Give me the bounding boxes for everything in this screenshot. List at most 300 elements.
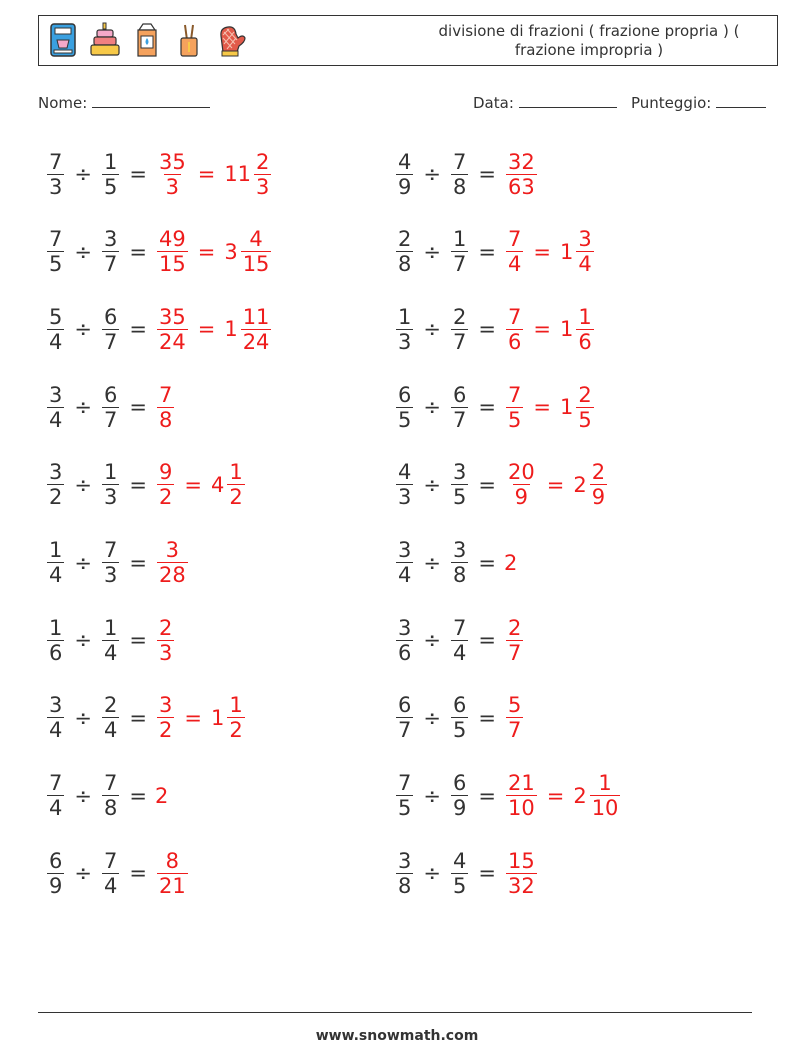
- oven-mitt-icon: [213, 20, 248, 60]
- denominator: 8: [452, 174, 467, 199]
- answer-improper-fraction: [157, 383, 174, 432]
- divide-sign: ÷: [423, 628, 441, 653]
- answer-mixed-whole: 1: [210, 705, 225, 730]
- equals-sign: =: [129, 783, 147, 808]
- numerator: 2: [452, 304, 467, 329]
- answer-improper-fraction: [157, 693, 174, 742]
- dividend-fraction: [396, 693, 413, 742]
- denominator: 4: [578, 252, 592, 277]
- division-problem: [45, 840, 190, 906]
- denominator: 3: [103, 563, 118, 587]
- numerator: 9: [158, 460, 173, 485]
- division-problem: [394, 840, 539, 906]
- divisor-fraction: [451, 849, 468, 898]
- denominator: 4: [49, 718, 63, 743]
- answer-improper-fraction: [506, 305, 523, 354]
- divide-sign: ÷: [74, 472, 92, 497]
- dividend-fraction: [396, 460, 413, 509]
- numerator: 7: [103, 538, 118, 562]
- division-problem: [394, 530, 517, 596]
- numerator: 2: [578, 382, 592, 407]
- divide-sign: ÷: [423, 395, 441, 420]
- numerator: 7: [49, 149, 63, 174]
- divisor-fraction: [451, 383, 468, 432]
- denominator: 3: [256, 174, 270, 199]
- answer-mixed-fraction: [227, 460, 244, 509]
- denominator: 4: [49, 329, 63, 354]
- numerator: 3: [49, 460, 63, 485]
- denominator: 3: [49, 174, 63, 199]
- division-problem: [45, 141, 273, 207]
- equals-sign: =: [478, 783, 496, 808]
- denominator: 6: [398, 640, 412, 665]
- divide-sign: ÷: [423, 317, 441, 342]
- denominator: 4: [103, 873, 118, 898]
- division-problem: [394, 219, 596, 285]
- numerator: 3: [103, 227, 118, 252]
- date-label: Data:: [473, 94, 514, 112]
- denominator: 2: [158, 485, 173, 510]
- answer-mixed-whole: 1: [559, 317, 574, 342]
- denominator: 5: [398, 407, 412, 432]
- numerator: 7: [507, 304, 522, 329]
- numerator: 3: [398, 848, 412, 873]
- answer-improper-fraction: [506, 150, 537, 199]
- answer-equals-sign: =: [533, 239, 551, 264]
- numerator: 4: [452, 848, 467, 873]
- divisor-fraction: [451, 227, 468, 276]
- denominator: 5: [452, 873, 467, 898]
- answer-equals-sign: =: [197, 239, 216, 264]
- utensil-holder-icon: [171, 20, 206, 60]
- kitchen-mixer-icon: [45, 20, 80, 60]
- denominator: 32: [507, 873, 535, 898]
- dividend-fraction: [47, 305, 64, 354]
- dividend-fraction: [396, 849, 413, 898]
- worksheet-title: divisione di frazioni ( frazione propria ) ( frazione impropria ): [438, 22, 740, 59]
- divide-sign: ÷: [423, 550, 441, 575]
- score-field: [631, 93, 766, 112]
- division-problem: [394, 607, 525, 673]
- equals-sign: =: [478, 861, 496, 886]
- denominator: 3: [398, 329, 412, 354]
- numerator: 7: [507, 227, 522, 252]
- divisor-fraction: [451, 460, 468, 509]
- answer-improper-fraction: [157, 305, 188, 354]
- numerator: 2: [398, 227, 412, 252]
- numerator: 3: [49, 382, 63, 407]
- divisor-fraction: [451, 616, 468, 665]
- denominator: 21: [158, 873, 186, 898]
- numerator: 2: [507, 615, 522, 640]
- denominator: 15: [158, 252, 186, 277]
- worksheet-header: [38, 15, 778, 66]
- denominator: 8: [158, 407, 173, 432]
- numerator: 6: [398, 693, 412, 718]
- denominator: 7: [452, 252, 467, 277]
- divide-sign: ÷: [423, 239, 441, 264]
- denominator: 8: [103, 796, 118, 821]
- answer-equals-sign: =: [184, 472, 202, 497]
- equals-sign: =: [478, 317, 496, 342]
- denominator: 9: [398, 174, 412, 199]
- division-problem: [45, 607, 176, 673]
- numerator: 3: [158, 693, 173, 718]
- numerator: 21: [507, 771, 535, 796]
- denominator: 3: [158, 640, 173, 665]
- numerator: 1: [398, 304, 412, 329]
- denominator: 63: [507, 174, 535, 199]
- numerator: 2: [103, 693, 118, 718]
- numerator: 1: [229, 460, 243, 485]
- dividend-fraction: [396, 616, 413, 665]
- denominator: 2: [229, 718, 243, 743]
- denominator: 7: [103, 407, 118, 432]
- answer-improper-fraction: [157, 616, 174, 665]
- equals-sign: =: [129, 317, 147, 342]
- denominator: 5: [452, 485, 467, 510]
- answer-improper-fraction: [157, 460, 174, 509]
- denominator: 3: [398, 485, 412, 510]
- divisor-fraction: [102, 771, 119, 820]
- answer-mixed-whole: 11: [224, 162, 252, 186]
- numerator: 1: [103, 615, 118, 640]
- divide-sign: ÷: [74, 550, 92, 575]
- division-problem: [45, 374, 176, 440]
- denominator: 2: [229, 485, 243, 510]
- numerator: 7: [103, 771, 118, 796]
- divide-sign: ÷: [74, 239, 92, 264]
- answer-whole: 2: [503, 550, 518, 575]
- numerator: 1: [578, 304, 592, 329]
- dividend-fraction: [47, 460, 64, 509]
- denominator: 4: [398, 563, 412, 587]
- denominator: 5: [103, 174, 118, 199]
- answer-improper-fraction: [506, 227, 523, 276]
- divide-sign: ÷: [423, 472, 441, 497]
- name-label: Nome:: [38, 94, 88, 112]
- denominator: 24: [158, 329, 186, 354]
- equals-sign: =: [478, 162, 496, 186]
- divisor-fraction: [102, 693, 119, 742]
- equals-sign: =: [478, 239, 496, 264]
- answer-equals-sign: =: [533, 317, 551, 342]
- numerator: 3: [398, 615, 412, 640]
- numerator: 35: [158, 304, 186, 329]
- answer-mixed-whole: 1: [224, 317, 238, 342]
- denominator: 9: [49, 873, 63, 898]
- numerator: 1: [103, 149, 118, 174]
- denominator: 10: [507, 796, 535, 821]
- divisor-fraction: [451, 771, 468, 820]
- answer-mixed-whole: 3: [224, 239, 238, 264]
- numerator: 4: [398, 460, 412, 485]
- numerator: 6: [452, 382, 467, 407]
- dividend-fraction: [396, 383, 413, 432]
- denominator: 5: [398, 796, 412, 821]
- divide-sign: ÷: [74, 783, 92, 808]
- numerator: 7: [507, 382, 522, 407]
- answer-equals-sign: =: [546, 783, 565, 808]
- denominator: 7: [398, 718, 412, 743]
- answer-mixed-whole: 1: [559, 395, 574, 420]
- equals-sign: =: [129, 628, 147, 653]
- answer-mixed-fraction: [227, 693, 244, 742]
- name-blank: [92, 93, 210, 108]
- denominator: 4: [49, 563, 63, 587]
- denominator: 3: [103, 485, 118, 510]
- division-problem: [45, 685, 247, 751]
- denominator: 2: [49, 485, 63, 510]
- answer-improper-fraction: [157, 227, 188, 276]
- division-problem: [45, 219, 273, 285]
- divide-sign: ÷: [74, 861, 92, 886]
- denominator: 8: [398, 252, 412, 277]
- dividend-fraction: [396, 538, 413, 587]
- denominator: 7: [452, 407, 467, 432]
- denominator: 9: [591, 485, 606, 510]
- numerator: 1: [452, 227, 467, 252]
- division-problem: [45, 763, 168, 829]
- date-blank: [519, 93, 617, 108]
- dividend-fraction: [47, 771, 64, 820]
- denominator: 4: [103, 718, 118, 743]
- answer-whole: 2: [154, 783, 169, 808]
- answer-equals-sign: =: [533, 395, 551, 420]
- answer-mixed-fraction: [254, 150, 271, 199]
- divisor-fraction: [102, 227, 119, 276]
- denominator: 4: [49, 796, 63, 821]
- denominator: 6: [49, 640, 63, 665]
- divide-sign: ÷: [423, 783, 441, 808]
- dividend-fraction: [47, 227, 64, 276]
- answer-improper-fraction: [506, 693, 523, 742]
- denominator: 6: [578, 329, 592, 354]
- numerator: 7: [158, 382, 173, 407]
- numerator: 5: [49, 304, 63, 329]
- numerator: 4: [398, 149, 412, 174]
- numerator: 49: [158, 227, 186, 252]
- answer-improper-fraction: [506, 616, 523, 665]
- divisor-fraction: [102, 150, 119, 199]
- numerator: 6: [398, 382, 412, 407]
- numerator: 15: [507, 848, 535, 873]
- cake-icon: [87, 20, 122, 60]
- denominator: 5: [49, 252, 63, 277]
- numerator: 7: [49, 771, 63, 796]
- answer-improper-fraction: [506, 849, 537, 898]
- divisor-fraction: [451, 150, 468, 199]
- answer-mixed-fraction: [590, 771, 621, 820]
- numerator: 35: [158, 149, 186, 174]
- answer-improper-fraction: [157, 150, 188, 199]
- milk-carton-icon: [129, 20, 164, 60]
- answer-mixed-whole: 1: [559, 239, 574, 264]
- dividend-fraction: [47, 849, 64, 898]
- numerator: 7: [49, 227, 63, 252]
- divide-sign: ÷: [74, 317, 92, 342]
- equals-sign: =: [478, 395, 496, 420]
- numerator: 2: [256, 149, 270, 174]
- numerator: 7: [103, 848, 118, 873]
- equals-sign: =: [129, 239, 147, 264]
- equals-sign: =: [478, 705, 496, 730]
- answer-equals-sign: =: [546, 472, 565, 497]
- divide-sign: ÷: [74, 705, 92, 730]
- numerator: 3: [398, 538, 412, 562]
- numerator: 6: [103, 382, 118, 407]
- denominator: 3: [165, 174, 180, 199]
- division-problem: [45, 452, 247, 518]
- equals-sign: =: [129, 550, 147, 575]
- numerator: 3: [452, 538, 467, 562]
- denominator: 4: [507, 252, 522, 277]
- footer-url: www.snowmath.com: [315, 1028, 479, 1044]
- date-field: [473, 93, 617, 112]
- numerator: 7: [398, 771, 412, 796]
- equals-sign: =: [129, 705, 147, 730]
- answer-equals-sign: =: [197, 162, 216, 186]
- dividend-fraction: [47, 616, 64, 665]
- answer-equals-sign: =: [197, 317, 216, 342]
- answer-equals-sign: =: [184, 705, 202, 730]
- numerator: 8: [165, 848, 180, 873]
- division-problem: [45, 530, 190, 596]
- numerator: 6: [452, 693, 467, 718]
- numerator: 1: [229, 693, 243, 718]
- dividend-fraction: [47, 150, 64, 199]
- divide-sign: ÷: [423, 861, 441, 886]
- divisor-fraction: [102, 538, 119, 587]
- dividend-fraction: [396, 771, 413, 820]
- answer-mixed-whole: 2: [573, 472, 587, 497]
- answer-mixed-fraction: [241, 305, 272, 354]
- division-problem: [45, 296, 273, 362]
- name-field: [38, 93, 210, 112]
- divisor-fraction: [451, 305, 468, 354]
- division-problem: [394, 141, 539, 207]
- equals-sign: =: [478, 550, 496, 575]
- score-blank: [716, 93, 766, 108]
- dividend-fraction: [396, 227, 413, 276]
- denominator: 8: [452, 563, 467, 587]
- answer-improper-fraction: [157, 849, 188, 898]
- divide-sign: ÷: [423, 705, 441, 730]
- numerator: 1: [49, 615, 63, 640]
- answer-mixed-fraction: [576, 227, 593, 276]
- equals-sign: =: [129, 162, 147, 186]
- numerator: 2: [591, 460, 606, 485]
- footer-divider: [38, 1012, 752, 1013]
- numerator: 3: [578, 227, 592, 252]
- denominator: 28: [158, 563, 186, 587]
- divide-sign: ÷: [423, 162, 441, 186]
- equals-sign: =: [478, 628, 496, 653]
- equals-sign: =: [129, 861, 147, 886]
- denominator: 4: [103, 640, 118, 665]
- denominator: 15: [242, 252, 270, 277]
- division-problem: [394, 452, 609, 518]
- dividend-fraction: [396, 150, 413, 199]
- dividend-fraction: [47, 693, 64, 742]
- numerator: 20: [507, 460, 535, 485]
- equals-sign: =: [129, 395, 147, 420]
- denominator: 8: [398, 873, 412, 898]
- dividend-fraction: [396, 305, 413, 354]
- numerator: 5: [507, 693, 522, 718]
- divide-sign: ÷: [74, 628, 92, 653]
- header-icons: [45, 20, 248, 60]
- answer-mixed-fraction: [576, 305, 593, 354]
- division-problem: [394, 374, 596, 440]
- numerator: 4: [249, 227, 263, 252]
- answer-mixed-whole: 4: [210, 472, 225, 497]
- divide-sign: ÷: [74, 162, 92, 186]
- denominator: 7: [507, 718, 522, 743]
- numerator: 11: [242, 304, 270, 329]
- answer-improper-fraction: [506, 771, 537, 820]
- divisor-fraction: [102, 305, 119, 354]
- denominator: 7: [103, 329, 118, 354]
- denominator: 7: [452, 329, 467, 354]
- denominator: 9: [514, 485, 529, 510]
- division-problem: [394, 296, 596, 362]
- divide-sign: ÷: [74, 395, 92, 420]
- denominator: 6: [507, 329, 522, 354]
- numerator: 1: [598, 771, 612, 796]
- denominator: 2: [158, 718, 173, 743]
- answer-mixed-fraction: [590, 460, 607, 509]
- division-problem: [394, 763, 622, 829]
- answer-improper-fraction: [157, 538, 188, 587]
- numerator: 1: [103, 460, 118, 485]
- numerator: 6: [103, 304, 118, 329]
- answer-improper-fraction: [506, 460, 537, 509]
- numerator: 3: [49, 693, 63, 718]
- numerator: 6: [49, 848, 63, 873]
- divisor-fraction: [102, 849, 119, 898]
- denominator: 5: [507, 407, 522, 432]
- numerator: 3: [452, 460, 467, 485]
- numerator: 1: [49, 538, 63, 562]
- answer-improper-fraction: [506, 383, 523, 432]
- divisor-fraction: [451, 693, 468, 742]
- numerator: 3: [165, 538, 180, 562]
- answer-mixed-fraction: [576, 383, 593, 432]
- answer-mixed-whole: 2: [573, 783, 587, 808]
- numerator: 2: [158, 615, 173, 640]
- equals-sign: =: [129, 472, 147, 497]
- divisor-fraction: [102, 616, 119, 665]
- denominator: 7: [103, 252, 118, 277]
- divisor-fraction: [102, 383, 119, 432]
- numerator: 32: [507, 149, 535, 174]
- denominator: 5: [452, 718, 467, 743]
- dividend-fraction: [47, 538, 64, 587]
- division-problem: [394, 685, 525, 751]
- denominator: 4: [452, 640, 467, 665]
- numerator: 6: [452, 771, 467, 796]
- denominator: 10: [591, 796, 619, 821]
- score-label: Punteggio:: [631, 94, 712, 112]
- denominator: 24: [242, 329, 270, 354]
- equals-sign: =: [478, 472, 496, 497]
- numerator: 7: [452, 615, 467, 640]
- divisor-fraction: [451, 538, 468, 587]
- dividend-fraction: [47, 383, 64, 432]
- answer-mixed-fraction: [241, 227, 272, 276]
- denominator: 4: [49, 407, 63, 432]
